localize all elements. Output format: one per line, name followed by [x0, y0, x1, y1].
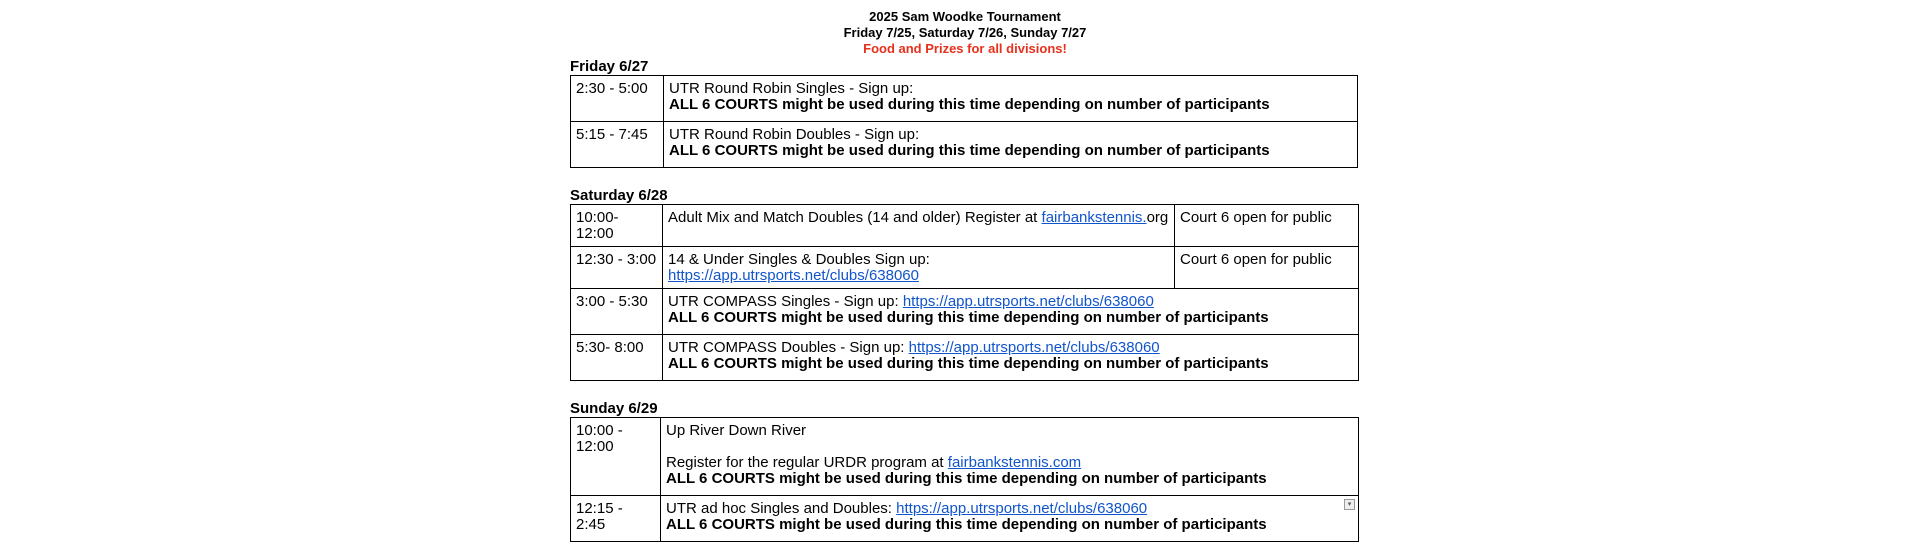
time-cell: 3:00 - 5:30: [571, 289, 663, 335]
food-prizes-note: Food and Prizes for all divisions!: [863, 41, 1067, 56]
time-cell: 12:15 - 2:45: [571, 496, 661, 542]
courts-note: ALL 6 COURTS might be used during this time depending on number of participants: [669, 96, 1270, 113]
time-cell: 5:30- 8:00: [571, 335, 663, 381]
court-cell: Court 6 open for public: [1175, 247, 1359, 289]
friday-title: Friday 6/27: [570, 58, 649, 75]
table-row: [571, 205, 1359, 247]
table-row: [571, 247, 1359, 289]
table-row: [571, 496, 1359, 542]
cell-dropdown-icon[interactable]: ▾: [1344, 499, 1355, 510]
utr-club-link[interactable]: https://app.utrsports.net/clubs/638060: [896, 500, 1148, 517]
event-cell: [664, 122, 1358, 168]
courts-note: ALL 6 COURTS might be used during this time depending on number of participants: [669, 142, 1270, 159]
utr-club-link[interactable]: https://app.utrsports.net/clubs/638060: [902, 293, 1154, 310]
event-cell: [661, 496, 1359, 542]
event-text: UTR COMPASS Singles - Sign up:: [668, 293, 903, 310]
time-cell: 10:00 - 12:00: [571, 418, 661, 496]
event-text: Up River Down River: [666, 422, 807, 439]
fairbankstennis-link[interactable]: fairbankstennis.: [1041, 209, 1147, 226]
event-cell: [663, 335, 1359, 381]
register-text: Register for the regular URDR program at: [666, 454, 948, 471]
event-text: 14 & Under Singles & Doubles Sign up:: [668, 251, 930, 268]
event-text: UTR Round Robin Singles - Sign up:: [669, 80, 914, 97]
event-cell: [664, 76, 1358, 122]
header: [570, 0, 1360, 57]
time-cell: 12:30 - 3:00: [571, 247, 663, 289]
courts-note: ALL 6 COURTS might be used during this time depending on number of participants: [668, 355, 1269, 372]
event-text: UTR Round Robin Doubles - Sign up:: [669, 126, 920, 143]
table-row: [571, 76, 1358, 122]
friday-table: [570, 75, 1358, 168]
tournament-dates: Friday 7/25, Saturday 7/26, Sunday 7/27: [843, 25, 1087, 40]
sunday-title: Sunday 6/29: [570, 400, 658, 417]
utr-club-link[interactable]: https://app.utrsports.net/clubs/638060: [908, 339, 1160, 356]
saturday-title: Saturday 6/28: [570, 187, 668, 204]
time-cell: 5:15 - 7:45: [571, 122, 664, 168]
table-row: [571, 122, 1358, 168]
time-cell: 2:30 - 5:00: [571, 76, 664, 122]
table-row: [571, 418, 1359, 496]
table-row: [571, 335, 1359, 381]
event-cell: [661, 418, 1359, 496]
court-cell: Court 6 open for public: [1175, 205, 1359, 247]
utr-club-link[interactable]: https://app.utrsports.net/clubs/638060: [668, 267, 919, 284]
event-cell: [663, 247, 1175, 289]
event-text: Adult Mix and Match Doubles (14 and older) Register at: [668, 209, 1042, 226]
fairbankstennis-link[interactable]: fairbankstennis.com: [947, 454, 1082, 471]
schedule-page: [570, 0, 1360, 542]
time-cell: 10:00- 12:00: [571, 205, 663, 247]
event-cell: [663, 289, 1359, 335]
saturday-table: [570, 204, 1359, 381]
table-row: [571, 289, 1359, 335]
courts-note: ALL 6 COURTS might be used during this time depending on number of participants: [666, 516, 1267, 533]
link-suffix: org: [1146, 209, 1169, 226]
sunday-table: [570, 417, 1359, 542]
tournament-title: 2025 Sam Woodke Tournament: [869, 9, 1061, 24]
courts-note: ALL 6 COURTS might be used during this time depending on number of participants: [668, 309, 1269, 326]
courts-note: ALL 6 COURTS might be used during this time depending on number of participants: [666, 470, 1267, 487]
event-text: UTR ad hoc Singles and Doubles:: [666, 500, 897, 517]
event-text: UTR COMPASS Doubles - Sign up:: [668, 339, 909, 356]
event-cell: [663, 205, 1175, 247]
